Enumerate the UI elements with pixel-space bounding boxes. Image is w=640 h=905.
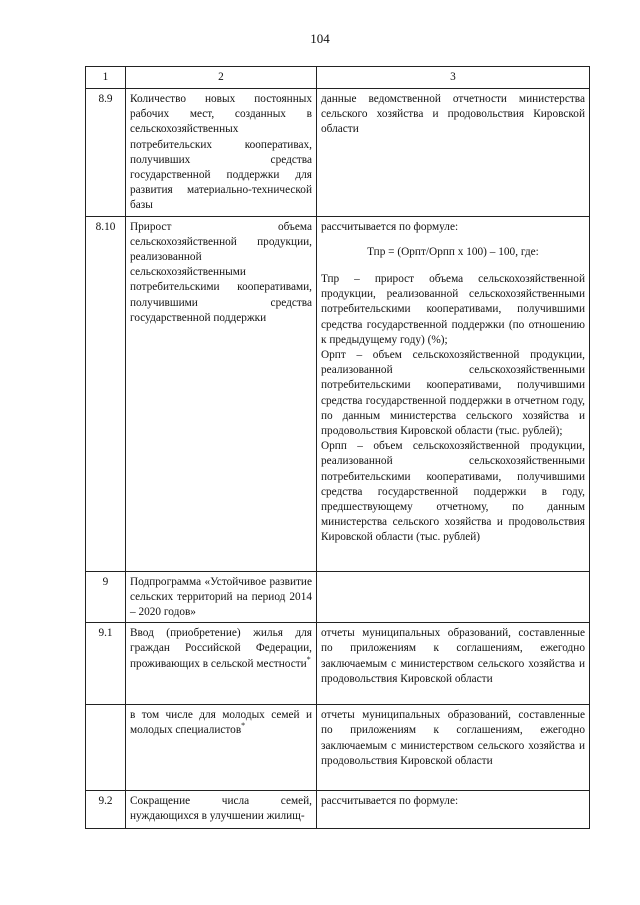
column-header-1: 1 xyxy=(86,67,126,89)
indicator-cell xyxy=(126,705,317,791)
page-number: 104 xyxy=(310,31,330,46)
column-header-2: 2 xyxy=(126,67,317,89)
row-number: 8.9 xyxy=(86,89,126,217)
column-header-3: 3 xyxy=(317,67,590,89)
indicator-cell xyxy=(126,623,317,705)
indicator-cell: Подпрограмма «Устойчивое развитие сельских территорий на период 2014 – 2020 годов» xyxy=(126,571,317,623)
table-row xyxy=(86,791,590,829)
table-row xyxy=(86,216,590,571)
formula: Тпр = (Орпт/Орпп х 100) – 100, где: xyxy=(367,245,539,258)
source-cell: данные ведомственной отчетности министерства сельского хозяйства и продовольствия Кировской области xyxy=(317,89,590,217)
table-row xyxy=(86,623,590,705)
table-header-row xyxy=(86,67,590,89)
source-cell: отчеты муниципальных образований, составленные по приложениям к соглашениям, ежегодно заключаемым с министерством сельского хозяйства и продовольствия Кировской области xyxy=(317,623,590,705)
indicator-cell: Количество новых постоянных рабочих мест, созданных в сельскохозяйственных потребительских кооперативах, получивших средства государственной поддержки для развития материально-технической базы xyxy=(126,89,317,217)
footnote-mark: * xyxy=(306,654,311,664)
row-number: 9.2 xyxy=(86,791,126,829)
formula-intro: рассчитывается по формуле: xyxy=(321,220,459,233)
row-number: 9.1 xyxy=(86,623,126,705)
table-row xyxy=(86,571,590,623)
row-number xyxy=(86,705,126,791)
footnote-mark: * xyxy=(241,721,246,731)
source-cell: отчеты муниципальных образований, составленные по приложениям к соглашениям, ежегодно заключаемым с министерством сельского хозяйства и продовольствия Кировской области xyxy=(317,705,590,791)
definition-tpr: Тпр – прирост объема сельскохозяйственной продукции, реализованной сельскохозяйственными потребительскими кооперативами, получившими средства государственной поддержки (по отношению к предыдущему году) (%); xyxy=(321,273,585,346)
definition-orpp: Орпп – объем сельскохозяйственной продукции, реализованной сельскохозяйственными потребительскими кооперативами, получившими средства государственной поддержки в году, предшествующему отчетному, по данным министерства сельского хозяйства и продовольствия Кировской области (тыс. рублей) xyxy=(321,440,585,544)
row-number: 8.10 xyxy=(86,216,126,571)
source-cell: рассчитывается по формуле: xyxy=(317,791,590,829)
indicator-cell: Сокращение числа семей, нуждающихся в улучшении жилищ- xyxy=(126,791,317,829)
indicators-table xyxy=(85,66,590,829)
indicator-text: Ввод (приобретение) жилья для граждан Российской Федерации, проживающих в сельской местности xyxy=(130,627,312,670)
source-cell xyxy=(317,571,590,623)
indicator-text: в том числе для молодых семей и молодых специалистов xyxy=(130,709,312,737)
row-number: 9 xyxy=(86,571,126,623)
table-row xyxy=(86,705,590,791)
table-row xyxy=(86,89,590,217)
indicator-cell: Прирост объема сельскохозяйственной продукции, реализованной сельскохозяйственными потребительскими кооперативами, получившими средства государственной поддержки xyxy=(126,216,317,571)
definition-orpt: Орпт – объем сельскохозяйственной продукции, реализованной сельскохозяйственными потребительскими кооперативами, получившими средства государственной поддержки в отчетном году, по данным министерства сельского хозяйства и продовольствия Кировской области (тыс. рублей); xyxy=(321,349,585,438)
source-cell xyxy=(317,216,590,571)
